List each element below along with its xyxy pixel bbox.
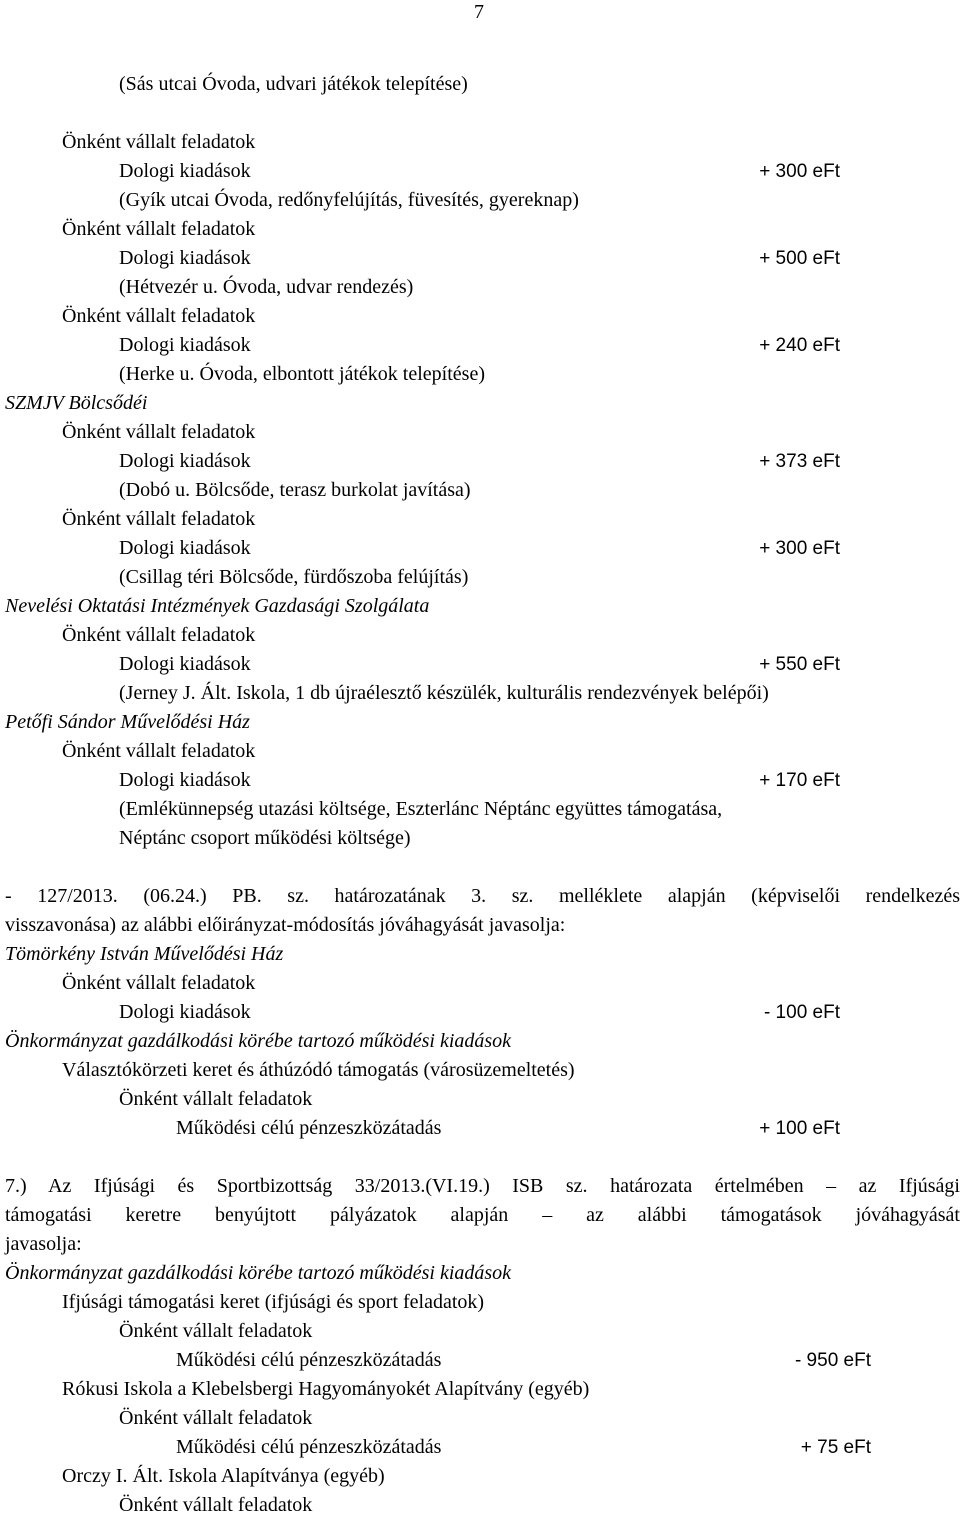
note-line: (Csillag téri Bölcsőde, fürdőszoba felújítás) [119, 566, 469, 588]
expense-line: Dologi kiadások [119, 334, 251, 356]
paragraph-line: - 127/2013. (06.24.) PB. sz. határozatának 3. sz. melléklete alapján (képviselői rendelkezés [5, 885, 960, 907]
note-line: (Emlékünnepség utazási költsége, Eszterlánc Néptánc együttes támogatása, [119, 798, 723, 820]
note-line: (Sás utcai Óvoda, udvari játékok telepítése) [119, 73, 468, 95]
task-line: Önként vállalt feladatok [119, 1320, 313, 1342]
task-line: Önként vállalt feladatok [62, 305, 256, 327]
amount: + 300 eFt [759, 538, 840, 559]
note-line: (Hétvezér u. Óvoda, udvar rendezés) [119, 276, 414, 298]
expense-line: Működési célú pénzeszközátadás [176, 1436, 442, 1458]
expense-line: Működési célú pénzeszközátadás [176, 1349, 442, 1371]
amount: + 75 eFt [800, 1437, 871, 1458]
expense-line: Dologi kiadások [119, 769, 251, 791]
section-heading: Önkormányzat gazdálkodási körébe tartozó működési kiadások [5, 1030, 512, 1052]
task-line: Önként vállalt feladatok [119, 1494, 313, 1516]
note-line: (Herke u. Óvoda, elbontott játékok telepítése) [119, 363, 485, 385]
task-line: Önként vállalt feladatok [62, 740, 256, 762]
amount: + 500 eFt [759, 248, 840, 269]
task-line: Önként vállalt feladatok [62, 972, 256, 994]
amount: + 300 eFt [759, 161, 840, 182]
expense-line: Dologi kiadások [119, 450, 251, 472]
expense-line: Dologi kiadások [119, 160, 251, 182]
task-line: Önként vállalt feladatok [62, 624, 256, 646]
task-line: Önként vállalt feladatok [119, 1088, 313, 1110]
task-line: Önként vállalt feladatok [119, 1407, 313, 1429]
institution-heading: Nevelési Oktatási Intézmények Gazdasági Szolgálata [5, 595, 430, 617]
amount: + 373 eFt [759, 451, 840, 472]
budget-line: Választókörzeti keret és áthúzódó támogatás (városüzemeltetés) [62, 1059, 575, 1081]
budget-line: Ifjúsági támogatási keret (ifjúsági és sport feladatok) [62, 1291, 485, 1313]
budget-line: Rókusi Iskola a Klebelsbergi Hagyományokét Alapítvány (egyéb) [62, 1378, 590, 1400]
institution-heading: Tömörkény István Művelődési Ház [5, 943, 284, 965]
note-line: (Jerney J. Ált. Iskola, 1 db újraélesztő készülék, kulturális rendezvények belépői) [119, 682, 769, 704]
amount: + 240 eFt [759, 335, 840, 356]
paragraph-line: javasolja: [5, 1233, 82, 1255]
institution-heading: Petőfi Sándor Művelődési Ház [5, 711, 250, 733]
expense-line: Dologi kiadások [119, 653, 251, 675]
paragraph-line: visszavonása) az alábbi előirányzat-módosítás jóváhagyását javasolja: [5, 914, 566, 936]
paragraph-line: 7.) Az Ifjúsági és Sportbizottság 33/2013.(VI.19.) ISB sz. határozata értelmében – az Ifjúsági [5, 1175, 960, 1197]
amount: + 550 eFt [759, 654, 840, 675]
task-line: Önként vállalt feladatok [62, 421, 256, 443]
task-line: Önként vállalt feladatok [62, 218, 256, 240]
task-line: Önként vállalt feladatok [62, 131, 256, 153]
note-line: (Gyík utcai Óvoda, redőnyfelújítás, füvesítés, gyereknap) [119, 189, 579, 211]
expense-line: Dologi kiadások [119, 537, 251, 559]
page-number: 7 [474, 1, 484, 23]
amount: - 950 eFt [794, 1350, 871, 1371]
paragraph-line: támogatási keretre benyújtott pályázatok alapján – az alábbi támogatások jóváhagyását [5, 1204, 960, 1226]
amount: - 100 eFt [763, 1002, 840, 1023]
section-heading: Önkormányzat gazdálkodási körébe tartozó működési kiadások [5, 1262, 512, 1284]
expense-line: Működési célú pénzeszközátadás [176, 1117, 442, 1139]
budget-line: Orczy I. Ált. Iskola Alapítványa (egyéb) [62, 1465, 385, 1487]
note-line: Néptánc csoport működési költsége) [119, 827, 411, 849]
task-line: Önként vállalt feladatok [62, 508, 256, 530]
institution-heading: SZMJV Bölcsődéi [5, 392, 148, 414]
amount: + 100 eFt [759, 1118, 840, 1139]
expense-line: Dologi kiadások [119, 1001, 251, 1023]
expense-line: Dologi kiadások [119, 247, 251, 269]
note-line: (Dobó u. Bölcsőde, terasz burkolat javítása) [119, 479, 471, 501]
amount: + 170 eFt [759, 770, 840, 791]
